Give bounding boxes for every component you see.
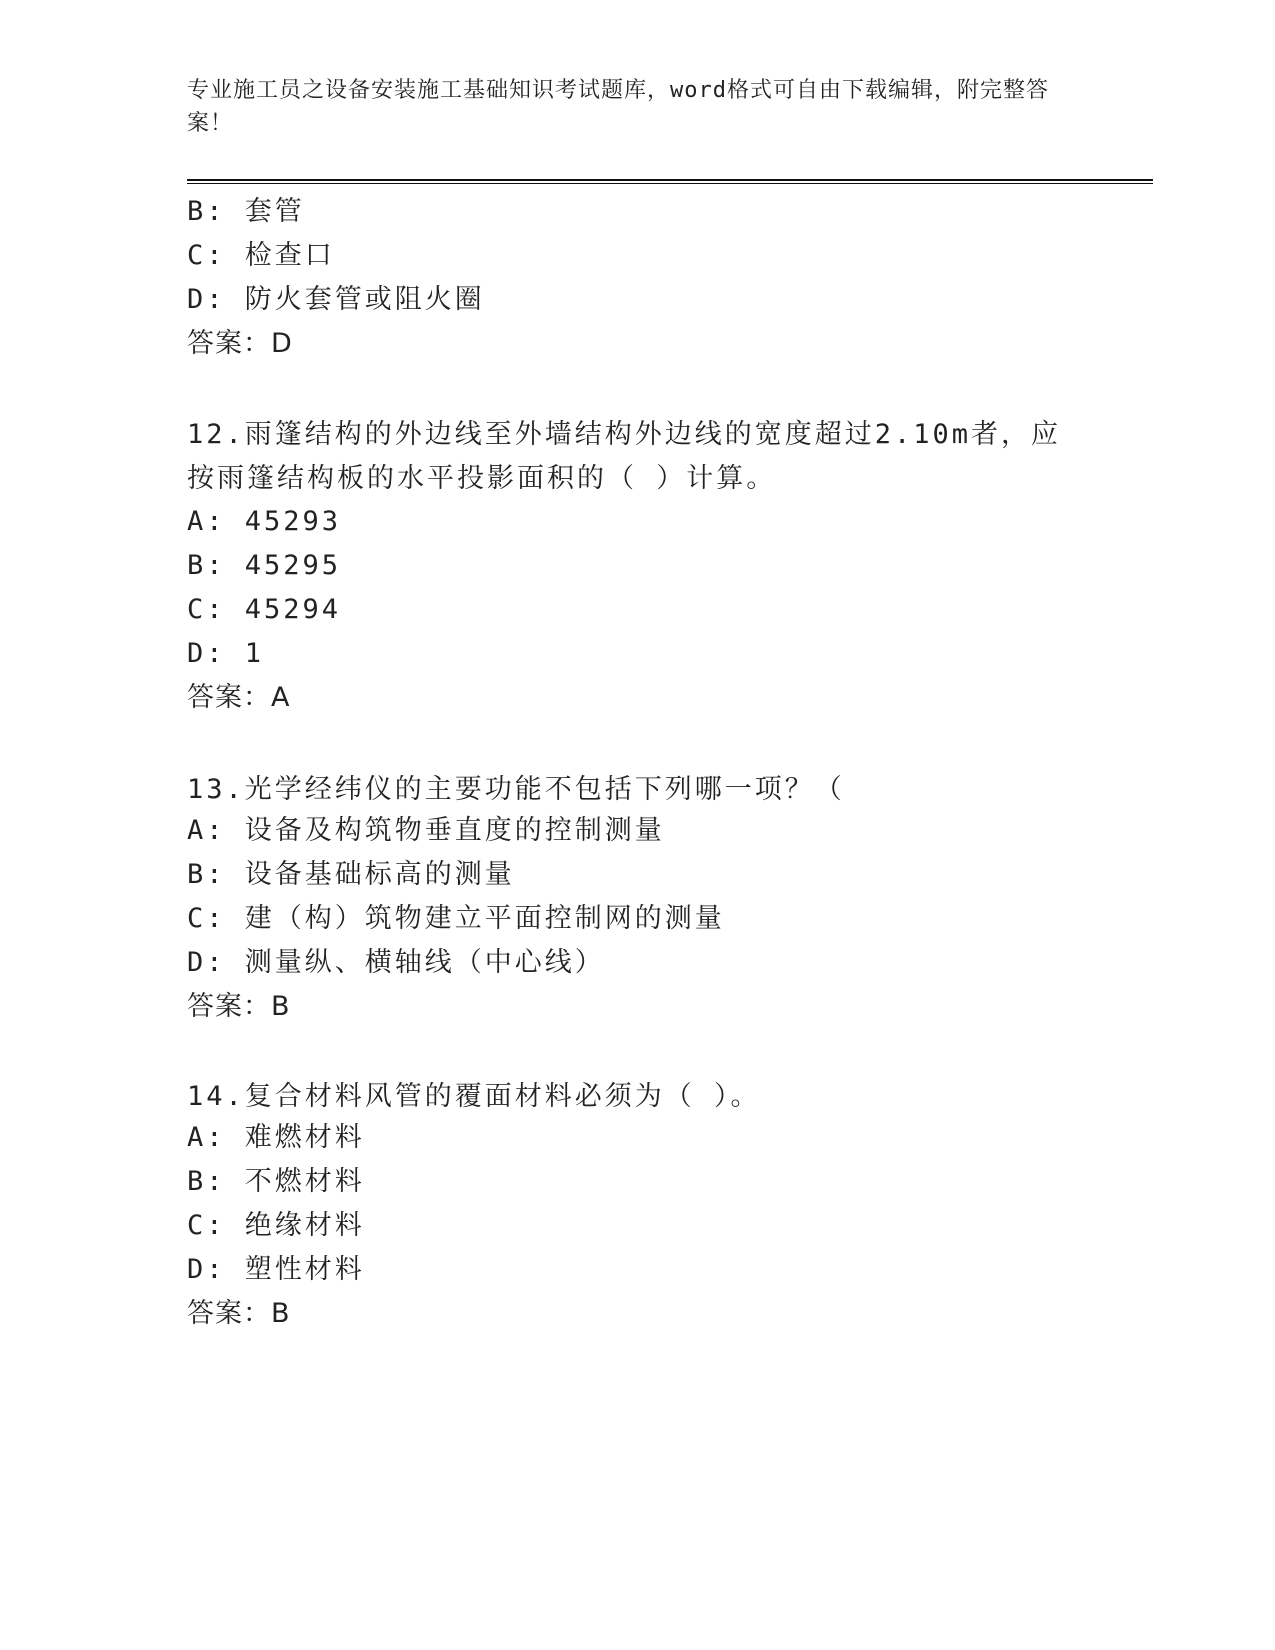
option-label: D: [187, 284, 226, 315]
option-text: 测量纵、横轴线（中心线） [244, 947, 605, 978]
option-label: C: [187, 594, 226, 625]
answer-line: 答案：D [187, 328, 293, 359]
option-label: D: [187, 1254, 226, 1285]
option-b [187, 549, 341, 583]
answer-line: 答案：A [187, 682, 291, 713]
option-text: 45294 [244, 594, 342, 625]
header-divider-thin [187, 183, 1153, 184]
option-text: 设备及构筑物垂直度的控制测量 [244, 815, 665, 846]
option-text: 防火套管或阻火圈 [244, 284, 485, 315]
answer-line: 答案：B [187, 1298, 291, 1329]
option-d [187, 1253, 365, 1287]
option-text: 45293 [244, 506, 342, 537]
option-d [187, 637, 264, 671]
option-label: A: [187, 506, 226, 537]
option-b [187, 195, 305, 229]
option-label: C: [187, 1210, 226, 1241]
option-label: D: [187, 638, 226, 669]
option-text: 1 [244, 638, 265, 669]
option-text: 建（构）筑物建立平面控制网的测量 [244, 903, 725, 934]
option-c [187, 1209, 365, 1243]
option-text: 不燃材料 [244, 1166, 365, 1197]
option-b [187, 858, 515, 892]
option-d [187, 946, 605, 980]
option-a [187, 505, 341, 539]
document-header: 专业施工员之设备安装施工基础知识考试题库，word格式可自由下载编辑，附完整答案！ [187, 78, 1049, 136]
question-14-stem: 14.复合材料风管的覆面材料必须为（ ）。 [187, 1081, 761, 1112]
option-text: 绝缘材料 [244, 1210, 365, 1241]
option-a [187, 1121, 365, 1155]
option-label: B: [187, 550, 226, 581]
option-label: B: [187, 196, 226, 227]
option-label: C: [187, 903, 226, 934]
option-label: B: [187, 1166, 226, 1197]
option-b [187, 1165, 365, 1199]
option-label: C: [187, 240, 226, 271]
option-label: B: [187, 859, 226, 890]
header-divider-thick [187, 179, 1153, 181]
option-c [187, 902, 725, 936]
option-label: A: [187, 815, 226, 846]
option-c [187, 593, 341, 627]
option-c [187, 239, 335, 273]
question-13-stem: 13.光学经纬仪的主要功能不包括下列哪一项？（ [187, 774, 845, 805]
answer-line: 答案：B [187, 991, 291, 1022]
option-a [187, 814, 665, 848]
option-label: A: [187, 1122, 226, 1153]
option-d [187, 283, 485, 317]
option-text: 塑性材料 [244, 1254, 365, 1285]
question-12-stem: 12.雨篷结构的外边线至外墙结构外边线的宽度超过2.10m者，应按雨篷结构板的水平投影面积的（ ）计算。 [187, 419, 1062, 494]
option-text: 检查口 [244, 240, 335, 271]
option-text: 设备基础标高的测量 [244, 859, 515, 890]
option-text: 难燃材料 [244, 1122, 365, 1153]
option-label: D: [187, 947, 226, 978]
option-text: 套管 [244, 196, 305, 227]
option-text: 45295 [244, 550, 342, 581]
